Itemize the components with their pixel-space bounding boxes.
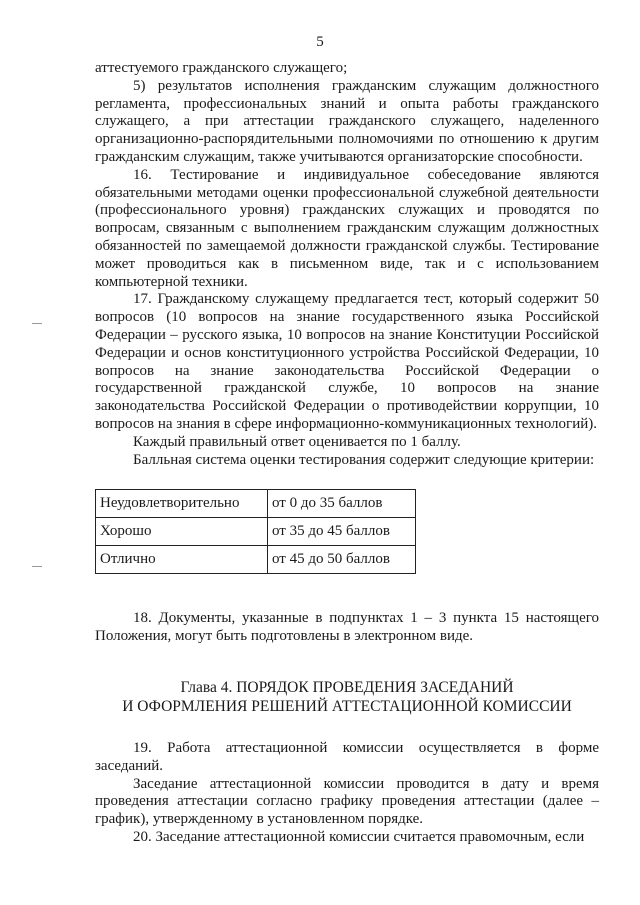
chapter-heading <box>95 678 599 716</box>
margin-mark <box>32 566 42 568</box>
grade-cell: Хорошо <box>96 518 268 546</box>
paragraph-point-value: Каждый правильный ответ оценивается по 1 баллу. <box>133 433 461 450</box>
grade-cell: Отлично <box>96 546 268 574</box>
table-row <box>96 490 416 518</box>
chapter-heading-line-1: Глава 4. ПОРЯДОК ПРОВЕДЕНИЯ ЗАСЕДАНИЙ <box>180 678 514 696</box>
grade-cell: Неудовлетворительно <box>96 490 268 518</box>
chapter-heading-line-2: И ОФОРМЛЕНИЯ РЕШЕНИЙ АТТЕСТАЦИОННОЙ КОМИССИИ <box>122 697 572 715</box>
range-cell: от 0 до 35 баллов <box>268 490 416 518</box>
paragraph-16: 16. Тестирование и индивидуальное собеседование являются обязательными методами оценки профессиональной служебной деятельности (профессионального уровня) гражданских служащих и проводятся по вопросам, связанным с выполнением гражданским служащим должностных обязанностей по замещаемой должности гражданской службы. Тестирование может проводиться как в письменном виде, так и с использованием компьютерной техники. <box>95 166 599 290</box>
paragraph-20: 20. Заседание аттестационной комиссии считается правомочным, если <box>133 828 585 845</box>
margin-mark <box>32 323 42 325</box>
paragraph-criteria: Балльная система оценки тестирования содержит следующие критерии: <box>133 451 595 468</box>
paragraph-item-5: 5) результатов исполнения гражданским служащим должностного регламента, профессиональных знаний и опыта работы гражданского служащего, а при аттестации гражданского служащего, наделенного организационно-распорядительными полномочиями по отношению к другим гражданским служащим, также учитываются организаторские способности. <box>95 77 599 165</box>
paragraph-continuation: аттестуемого гражданского служащего; <box>95 60 348 76</box>
table-row <box>96 546 416 574</box>
scoring-table <box>95 489 416 574</box>
paragraph-19-schedule: Заседание аттестационной комиссии проводится в дату и время проведения аттестации согласно графику проведения аттестации (далее – график), утвержденному в установленном порядке. <box>95 775 599 828</box>
paragraph-17: 17. Гражданскому служащему предлагается тест, который содержит 50 вопросов (10 вопросов на знание государственного языка Российской Федерации – русского языка, 10 вопросов на знание Конституции Российской Федерации и основ конституционного устройства Российской Федерации, 10 вопросов на знание законодательства Российской Федерации о государственной гражданской службе, 10 вопросов на знание законодательства Российской Федерации о противодействии коррупции, 10 вопросов на знания в сфере информационно-коммуникационных технологий). <box>95 291 599 432</box>
range-cell: от 45 до 50 баллов <box>268 546 416 574</box>
table-row <box>96 518 416 546</box>
page-number: 5 <box>316 34 324 50</box>
range-cell: от 35 до 45 баллов <box>268 518 416 546</box>
document-body <box>95 60 599 847</box>
paragraph-19: 19. Работа аттестационной комиссии осуществляется в форме заседаний. <box>95 739 599 774</box>
paragraph-18: 18. Документы, указанные в подпунктах 1 – 3 пункта 15 настоящего Положения, могут быть подготовлены в электронном виде. <box>95 610 599 645</box>
